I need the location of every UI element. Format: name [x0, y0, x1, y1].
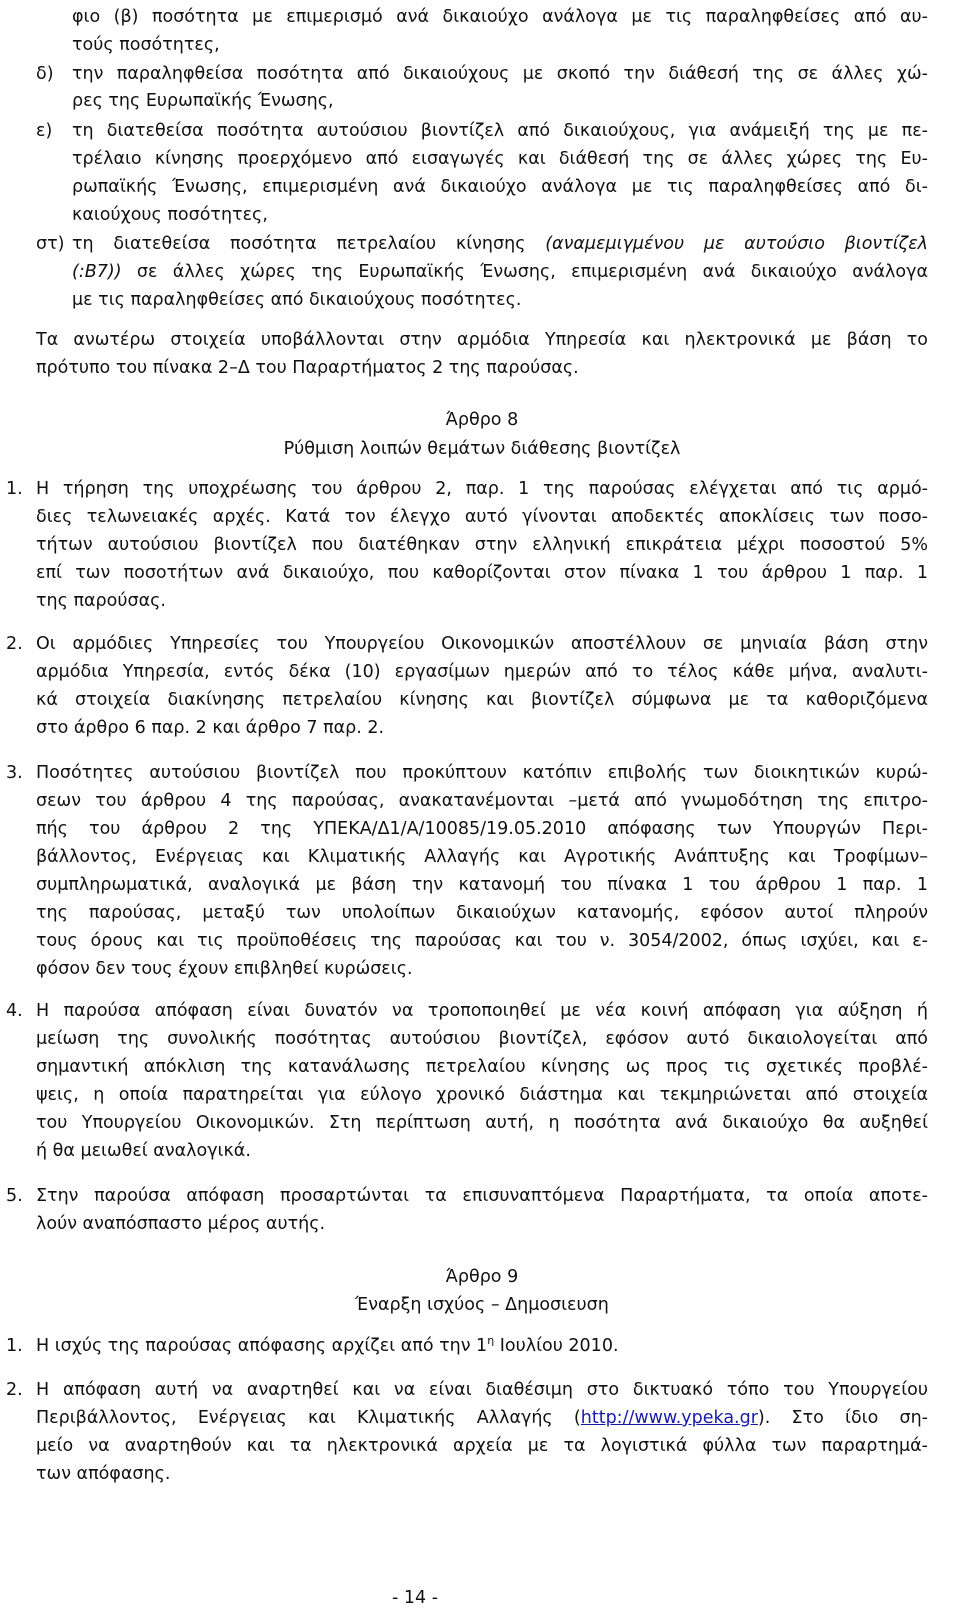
- list-epsilon-line-2: τρέλαιο κίνησης προερχόμενο από εισαγωγές και διάθεσή της σε άλλες χώρες της Ευ-: [72, 149, 928, 169]
- article-8-item-4-number: 4.: [6, 1001, 23, 1021]
- article-9-item-2-number: 2.: [6, 1380, 23, 1400]
- article-8-item-3-number: 3.: [6, 763, 23, 783]
- article-9-item-2-line-2: [36, 1407, 928, 1429]
- article-8-item-5-line-1: Στην παρούσα απόφαση προσαρτώνται τα επισυναπτόμενα Παραρτήματα, τα οποία αποτε-: [36, 1186, 928, 1206]
- list-beta-continuation-line-1: φιο (β) ποσότητα με επιμερισμό ανά δικαιούχο ανάλογα με τις παραληφθείσες από αυ-: [72, 7, 928, 27]
- list-epsilon-line-1: τη διατεθείσα ποσότητα αυτούσιου βιοντίζελ από δικαιούχους, για ανάμειξή της με πε-: [72, 121, 928, 141]
- article-8-item-4-line-4: ψεις, η οποία παρατηρείται για εύλογο χρονικό διάστημα και τεκμηριώνεται από στοιχεία: [36, 1085, 928, 1105]
- list-st-line-1: [72, 233, 928, 255]
- article-8-item-3-line-3: πής του άρθρου 2 της ΥΠΕΚΑ/Δ1/Α/10085/19.05.2010 απόφασης των Υπουργών Περι-: [36, 819, 928, 839]
- article-8-item-2-line-4: στο άρθρο 6 παρ. 2 και άρθρο 7 παρ. 2.: [36, 718, 385, 738]
- article-8-item-1-line-5: της παρούσας.: [36, 591, 166, 611]
- article-9-item-2-line-2-text: Περιβάλλοντος, Ενέργειας και Κλιματικής Αλλαγής (: [36, 1408, 581, 1428]
- article-8-item-2-line-3: κά στοιχεία διακίνησης πετρελαίου κίνησης και βιοντίζελ σύμφωνα με τα καθοριζόμενα: [36, 690, 928, 710]
- article-8-title: Ρύθμιση λοιπών θεμάτων διάθεσης βιοντίζελ: [283, 439, 681, 459]
- list-label-epsilon: ε): [36, 121, 53, 141]
- article-8-item-4-line-6: ή θα μειωθεί αναλογικά.: [36, 1141, 251, 1161]
- article-9-item-1-number: 1.: [6, 1336, 23, 1356]
- article-9-item-1-line: [36, 1335, 619, 1357]
- article-9-item-1-text: Η ισχύς της παρούσας απόφασης αρχίζει από την 1: [36, 1336, 488, 1356]
- list-st-line-1-text: τη διατεθείσα ποσότητα πετρελαίου κίνησης: [72, 234, 546, 254]
- list-st-line-2: [72, 261, 928, 283]
- submission-paragraph-line-2: πρότυπο του πίνακα 2–Δ του Παραρτήματος 2 της παρούσας.: [36, 358, 579, 378]
- ypeka-website-link[interactable]: http://www.ypeka.gr: [580, 1408, 758, 1428]
- article-8-item-4-line-3: σημαντική απόκλιση της κατανάλωσης πετρελαίου κίνησης ως προς τις σχετικές προβλέ-: [36, 1057, 928, 1077]
- article-9-heading: Άρθρο 9: [445, 1267, 519, 1287]
- list-delta-line-2: ρες της Ευρωπαϊκής Ένωσης,: [72, 91, 334, 111]
- list-delta-line-1: την παραληφθείσα ποσότητα από δικαιούχους με σκοπό την διάθεσή της σε άλλες χώ-: [72, 64, 928, 84]
- article-9-item-2-line-1: Η απόφαση αυτή να αναρτηθεί και να είναι διαθέσιμη στο δικτυακό τόπο του Υπουργείου: [36, 1380, 928, 1400]
- article-9-item-2-line-2-rest: ). Στο ίδιο ση-: [757, 1408, 928, 1428]
- list-st-line-2-italic: (:Β7)): [72, 262, 122, 282]
- article-9-item-2-line-3: μείο να αναρτηθούν και τα ηλεκτρονικά αρχεία με τα λογιστικά φύλλα των παραρτημά-: [36, 1436, 928, 1456]
- article-9-item-2-line-4: των απόφασης.: [36, 1464, 171, 1484]
- article-9-title: Έναρξη ισχύος – Δημοσιευση: [355, 1295, 609, 1315]
- article-8-item-3-line-7: τους όρους και τις προϋποθέσεις της παρούσας και του ν. 3054/2002, όπως ισχύει, και ε-: [36, 931, 928, 951]
- article-8-item-1-line-3: τήτων αυτούσιου βιοντίζελ που διατέθηκαν στην ελληνική επικράτεια μέχρι ποσοστού 5%: [36, 535, 928, 555]
- article-8-item-1-line-2: διες τελωνειακές αρχές. Κατά τον έλεγχο αυτό γίνονται αποδεκτές αποκλίσεις των ποσο-: [36, 507, 928, 527]
- article-8-item-1-line-4: επί των ποσοτήτων ανά δικαιούχο, που καθορίζονται στον πίνακα 1 του άρθρου 1 παρ. 1: [36, 563, 928, 583]
- list-st-line-1-italic: (αναμεμιγμένου με αυτούσιο βιοντίζελ: [545, 234, 929, 254]
- article-8-item-4-line-5: του Υπουργείου Οικονομικών. Στη περίπτωση αυτή, η ποσότητα ανά δικαιούχο θα αυξηθεί: [36, 1113, 928, 1133]
- list-st-line-2-text: σε άλλες χώρες της Ευρωπαϊκής Ένωσης, επιμερισμένη ανά δικαιούχο ανάλογα: [121, 262, 928, 282]
- article-8-item-3-line-8: φόσον δεν τους έχουν επιβληθεί κυρώσεις.: [36, 959, 413, 979]
- article-8-item-3-line-5: συμπληρωματικά, αναλογικά με βάση την κατανομή του πίνακα 1 του άρθρου 1 παρ. 1: [36, 875, 928, 895]
- list-beta-continuation-line-2: τούς ποσότητες,: [72, 35, 220, 55]
- article-8-item-1-line-1: Η τήρηση της υποχρέωσης του άρθρου 2, παρ. 1 της παρούσας ελέγχεται από τις αρμό-: [36, 479, 928, 499]
- article-8-heading: Άρθρο 8: [445, 410, 519, 430]
- article-8-item-3-line-6: της παρούσας, μεταξύ των υπολοίπων δικαιούχων κατανομής, εφόσον αυτοί πληρούν: [36, 903, 928, 923]
- page-number: - 14 -: [391, 1588, 439, 1608]
- article-8-item-3-line-1: Ποσότητες αυτούσιου βιοντίζελ που προκύπτουν κατόπιν επιβολής των διοικητικών κυρώ-: [36, 763, 928, 783]
- article-8-item-2-number: 2.: [6, 634, 23, 654]
- article-8-item-4-line-1: Η παρούσα απόφαση είναι δυνατόν να τροποποιηθεί με νέα κοινή απόφαση για αύξηση ή: [36, 1001, 928, 1021]
- list-st-line-3: με τις παραληφθείσες από δικαιούχους ποσότητες.: [72, 290, 522, 310]
- list-epsilon-line-3: ρωπαϊκής Ένωσης, επιμερισμένη ανά δικαιούχο ανάλογα με τις παραληφθείσες από δι-: [72, 177, 928, 197]
- article-8-item-3-line-2: σεων του άρθρου 4 της παρούσας, ανακατανέμονται –μετά από γνωμοδότηση της επιτρο-: [36, 791, 928, 811]
- article-8-item-4-line-2: μείωση της συνολικής ποσότητας αυτούσιου βιοντίζελ, εφόσον αυτό δικαιολογείται από: [36, 1029, 928, 1049]
- ordinal-superscript: η: [487, 1334, 495, 1348]
- list-label-st: στ): [36, 234, 65, 254]
- article-8-item-2-line-1: Οι αρμόδιες Υπηρεσίες του Υπουργείου Οικονομικών αποστέλλουν σε μηνιαία βάση στην: [36, 634, 928, 654]
- submission-paragraph-line-1: Τα ανωτέρω στοιχεία υποβάλλονται στην αρμόδια Υπηρεσία και ηλεκτρονικά με βάση το: [36, 330, 928, 350]
- article-8-item-5-number: 5.: [6, 1186, 23, 1206]
- article-8-item-1-number: 1.: [6, 479, 23, 499]
- article-9-item-1-date: Ιουλίου 2010.: [494, 1336, 619, 1356]
- list-label-delta: δ): [36, 64, 54, 84]
- article-8-item-3-line-4: βάλλοντος, Ενέργειας και Κλιματικής Αλλαγής και Αγροτικής Ανάπτυξης και Τροφίμων–: [36, 847, 928, 867]
- list-epsilon-line-4: καιούχους ποσότητες,: [72, 205, 268, 225]
- article-8-item-2-line-2: αρμόδια Υπηρεσία, εντός δέκα (10) εργασίμων ημερών από το τέλος κάθε μήνα, αναλυτι-: [36, 662, 928, 682]
- article-8-item-5-line-2: λούν αναπόσπαστο μέρος αυτής.: [36, 1214, 326, 1234]
